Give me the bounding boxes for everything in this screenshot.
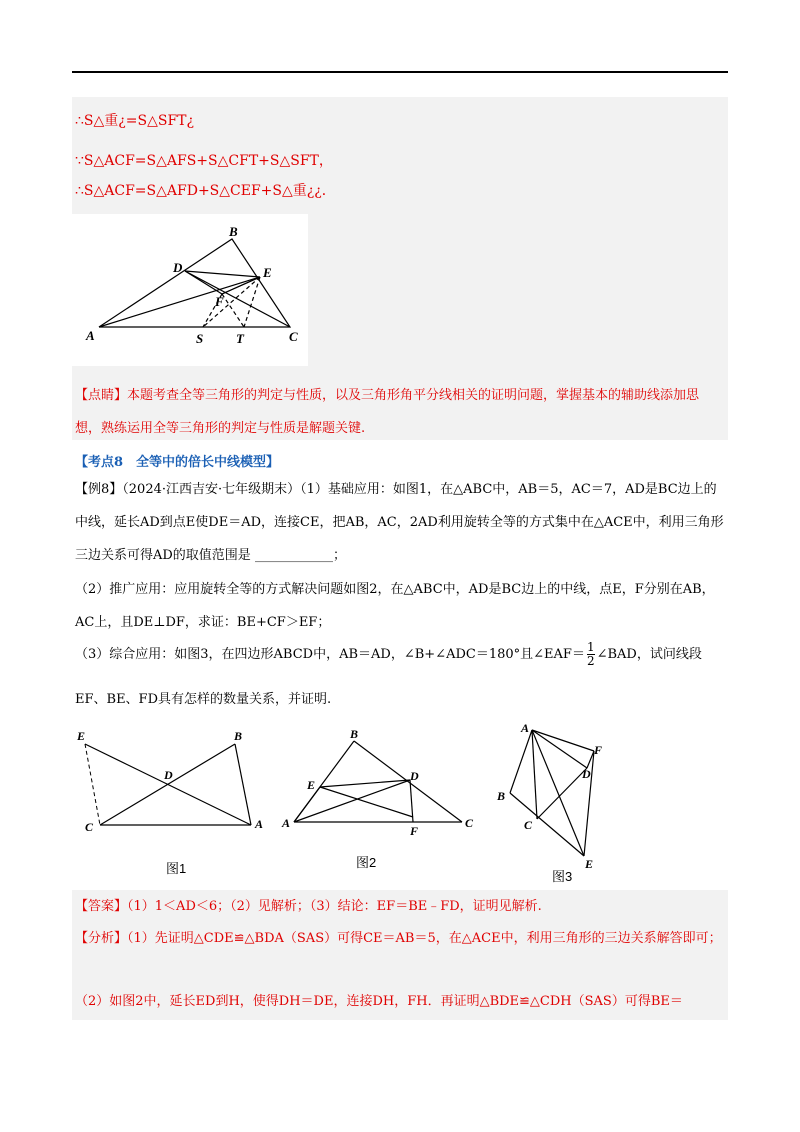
- label-t: T: [236, 331, 244, 346]
- label-b: B: [229, 224, 238, 239]
- comment-paragraph: [75, 379, 725, 445]
- fig3-label-c: C: [524, 818, 533, 832]
- fig3-label-e: E: [585, 857, 594, 871]
- label-d: D: [173, 260, 183, 275]
- fig1-label-c: C: [85, 820, 94, 834]
- label-c: C: [289, 329, 298, 344]
- analysis-tag: 【分析】: [75, 931, 128, 946]
- fig2-label-b: B: [350, 727, 359, 741]
- example-p3: [75, 638, 725, 672]
- fig1-label-b: B: [234, 729, 243, 743]
- comment-tag: 【点睛】: [75, 388, 128, 403]
- fig2-label-f: F: [410, 824, 419, 835]
- fraction-one-half: [587, 641, 595, 668]
- label-f: F: [215, 294, 224, 309]
- header-rule: [72, 71, 728, 73]
- fraction-numerator: 1: [586, 640, 595, 654]
- analysis-paragraph-2: （2）如图2中，延长ED到H，使得DH＝DE，连接DH，FH．再证明△BDE≌△CDH（SAS）可得BE＝: [75, 994, 683, 1009]
- analysis-paragraph-1: [75, 922, 725, 955]
- answer-tag: 【答案】: [75, 899, 128, 914]
- fig2-label-d: D: [410, 769, 419, 783]
- fraction-denominator: 2: [586, 654, 595, 668]
- comment-text: 本题考查全等三角形的判定与性质，以及三角形角平分线相关的证明问题，掌握基本的辅助线添加思想，熟练运用全等三角形的判定与性质是解题关键.: [75, 388, 700, 436]
- fig1-caption: 图1: [166, 861, 187, 876]
- proof-line-1: ∴S△重¿=S△SFT¿: [75, 113, 195, 129]
- analysis-text-1: （1）先证明△CDE≌△BDA（SAS）可得CE＝AB＝5，在△ACE中，利用三角形的三边关系解答即可；: [127, 931, 722, 946]
- fig1-label-a: A: [255, 817, 264, 831]
- figure-3: [492, 716, 622, 871]
- fig1-label-e: E: [77, 729, 86, 743]
- answer-text: （1）1＜AD＜6；（2）见解析；（3）结论：EF＝BE﹣FD，证明见解析.: [127, 899, 542, 914]
- proof-line-2: ∵S△ACF=S△AFS+S△CFT+S△SFT，: [75, 153, 333, 169]
- figure-2: [280, 725, 480, 835]
- proof-line-3: ∴S△ACF=S△AFD+S△CEF+S△重¿¿．: [75, 183, 336, 199]
- fig2-label-c: C: [465, 816, 474, 830]
- example-p1: 【例8】（2024·江西吉安·七年级期末）（1）基础应用：如图1，在△ABC中，AB＝5，AC＝7，AD是BC边上的中线，延长AD到点E使DE＝AD，连接CE，把AB，AC，2AD利用旋转全等的方式集中在△ACE中，利用三角形三边关系可得AD的取值范围是 ____________；: [75, 482, 724, 563]
- label-s: S: [196, 331, 204, 346]
- example-p3b: ∠BAD，试问线段: [596, 647, 702, 662]
- fig1-label-d: D: [164, 768, 173, 782]
- fig3-caption: 图3: [552, 869, 573, 884]
- fig3-label-f: F: [594, 743, 603, 757]
- section-title: 【考点8 全等中的倍长中线模型】: [75, 455, 280, 470]
- example-p3a: （3）综合应用：如图3，在四边形ABCD中，AB＝AD，∠B+∠ADC＝180°且∠EAF＝: [75, 647, 585, 662]
- example-p2: （2）推广应用：应用旋转全等的方式解决问题如图2，在△ABC中，AD是BC边上的中线，点E，F分别在AB，AC上，且DE⊥DF，求证：BE+CF＞EF；: [75, 582, 715, 630]
- fig2-caption: 图2: [356, 855, 377, 870]
- fig2-label-a: A: [282, 816, 291, 830]
- fig3-label-b: B: [497, 789, 506, 803]
- example-p3c: EF、BE、FD具有怎样的数量关系，并证明.: [75, 692, 332, 707]
- geometry-figure-triangle-ace: [72, 214, 308, 366]
- figure-1: [75, 722, 275, 837]
- fig3-label-d: D: [582, 767, 591, 781]
- fig2-label-e: E: [307, 778, 316, 792]
- answer-paragraph: [75, 890, 725, 923]
- label-e: E: [263, 265, 272, 280]
- label-a: A: [86, 328, 95, 343]
- fig3-label-a: A: [521, 721, 530, 735]
